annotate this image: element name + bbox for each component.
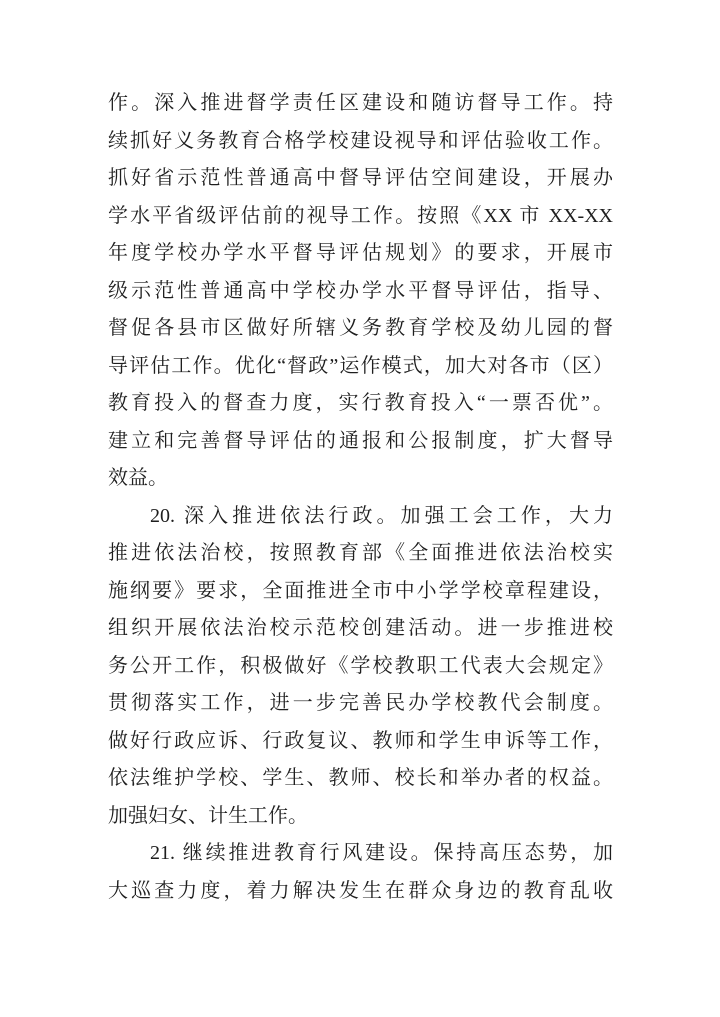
text-line: 组织开展依法治校示范校创建活动。进一步推进校 (108, 617, 613, 639)
text-line: 导评估工作。优化“督政”运作模式，加大对各市（区） (108, 354, 613, 377)
text-line: 贯彻落实工作，进一步完善民办学校教代会制度。 (108, 692, 613, 714)
text-line: 大巡查力度，着力解决发生在群众身边的教育乱收 (108, 879, 613, 902)
text-line: 施纲要》要求，全面推进全市中小学学校章程建设， (108, 579, 613, 602)
text-line: 续抓好义务教育合格学校建设视导和评估验收工作。 (108, 129, 613, 152)
text-line: 效益。 (108, 467, 168, 489)
text-line: 务公开工作，积极做好《学校教职工代表大会规定》 (108, 654, 613, 677)
text-line: 做好行政应诉、行政复议、教师和学生申诉等工作， (108, 729, 613, 752)
text-line: 级示范性普通高中学校办学水平督导评估，指导、 (108, 279, 613, 302)
text-line: 加强妇女、计生工作。 (108, 804, 308, 827)
text-line: 教育投入的督查力度，实行教育投入“一票否优”。 (108, 392, 613, 414)
text-line: 21. 继续推进教育行风建设。保持高压态势，加 (150, 842, 613, 864)
document-body (108, 85, 613, 910)
text-line: 依法维护学校、学生、教师、校长和举办者的权益。 (108, 767, 613, 789)
text-line: 推进依法治校，按照教育部《全面推进依法治校实 (108, 542, 613, 564)
text-line: 年度学校办学水平督导评估规划》的要求，开展市 (108, 242, 613, 264)
text-line: 学水平省级评估前的视导工作。按照《XX 市 XX-XX (108, 204, 613, 227)
text-line: 建立和完善督导评估的通报和公报制度，扩大督导 (108, 429, 613, 452)
text-line: 20. 深入推进依法行政。加强工会工作，大力 (150, 504, 613, 527)
text-line: 抓好省示范性普通高中督导评估空间建设，开展办 (108, 167, 613, 189)
text-line: 督促各县市区做好所辖义务教育学校及幼儿园的督 (108, 317, 613, 339)
text-line: 作。深入推进督学责任区建设和随访督导工作。持 (108, 92, 613, 114)
